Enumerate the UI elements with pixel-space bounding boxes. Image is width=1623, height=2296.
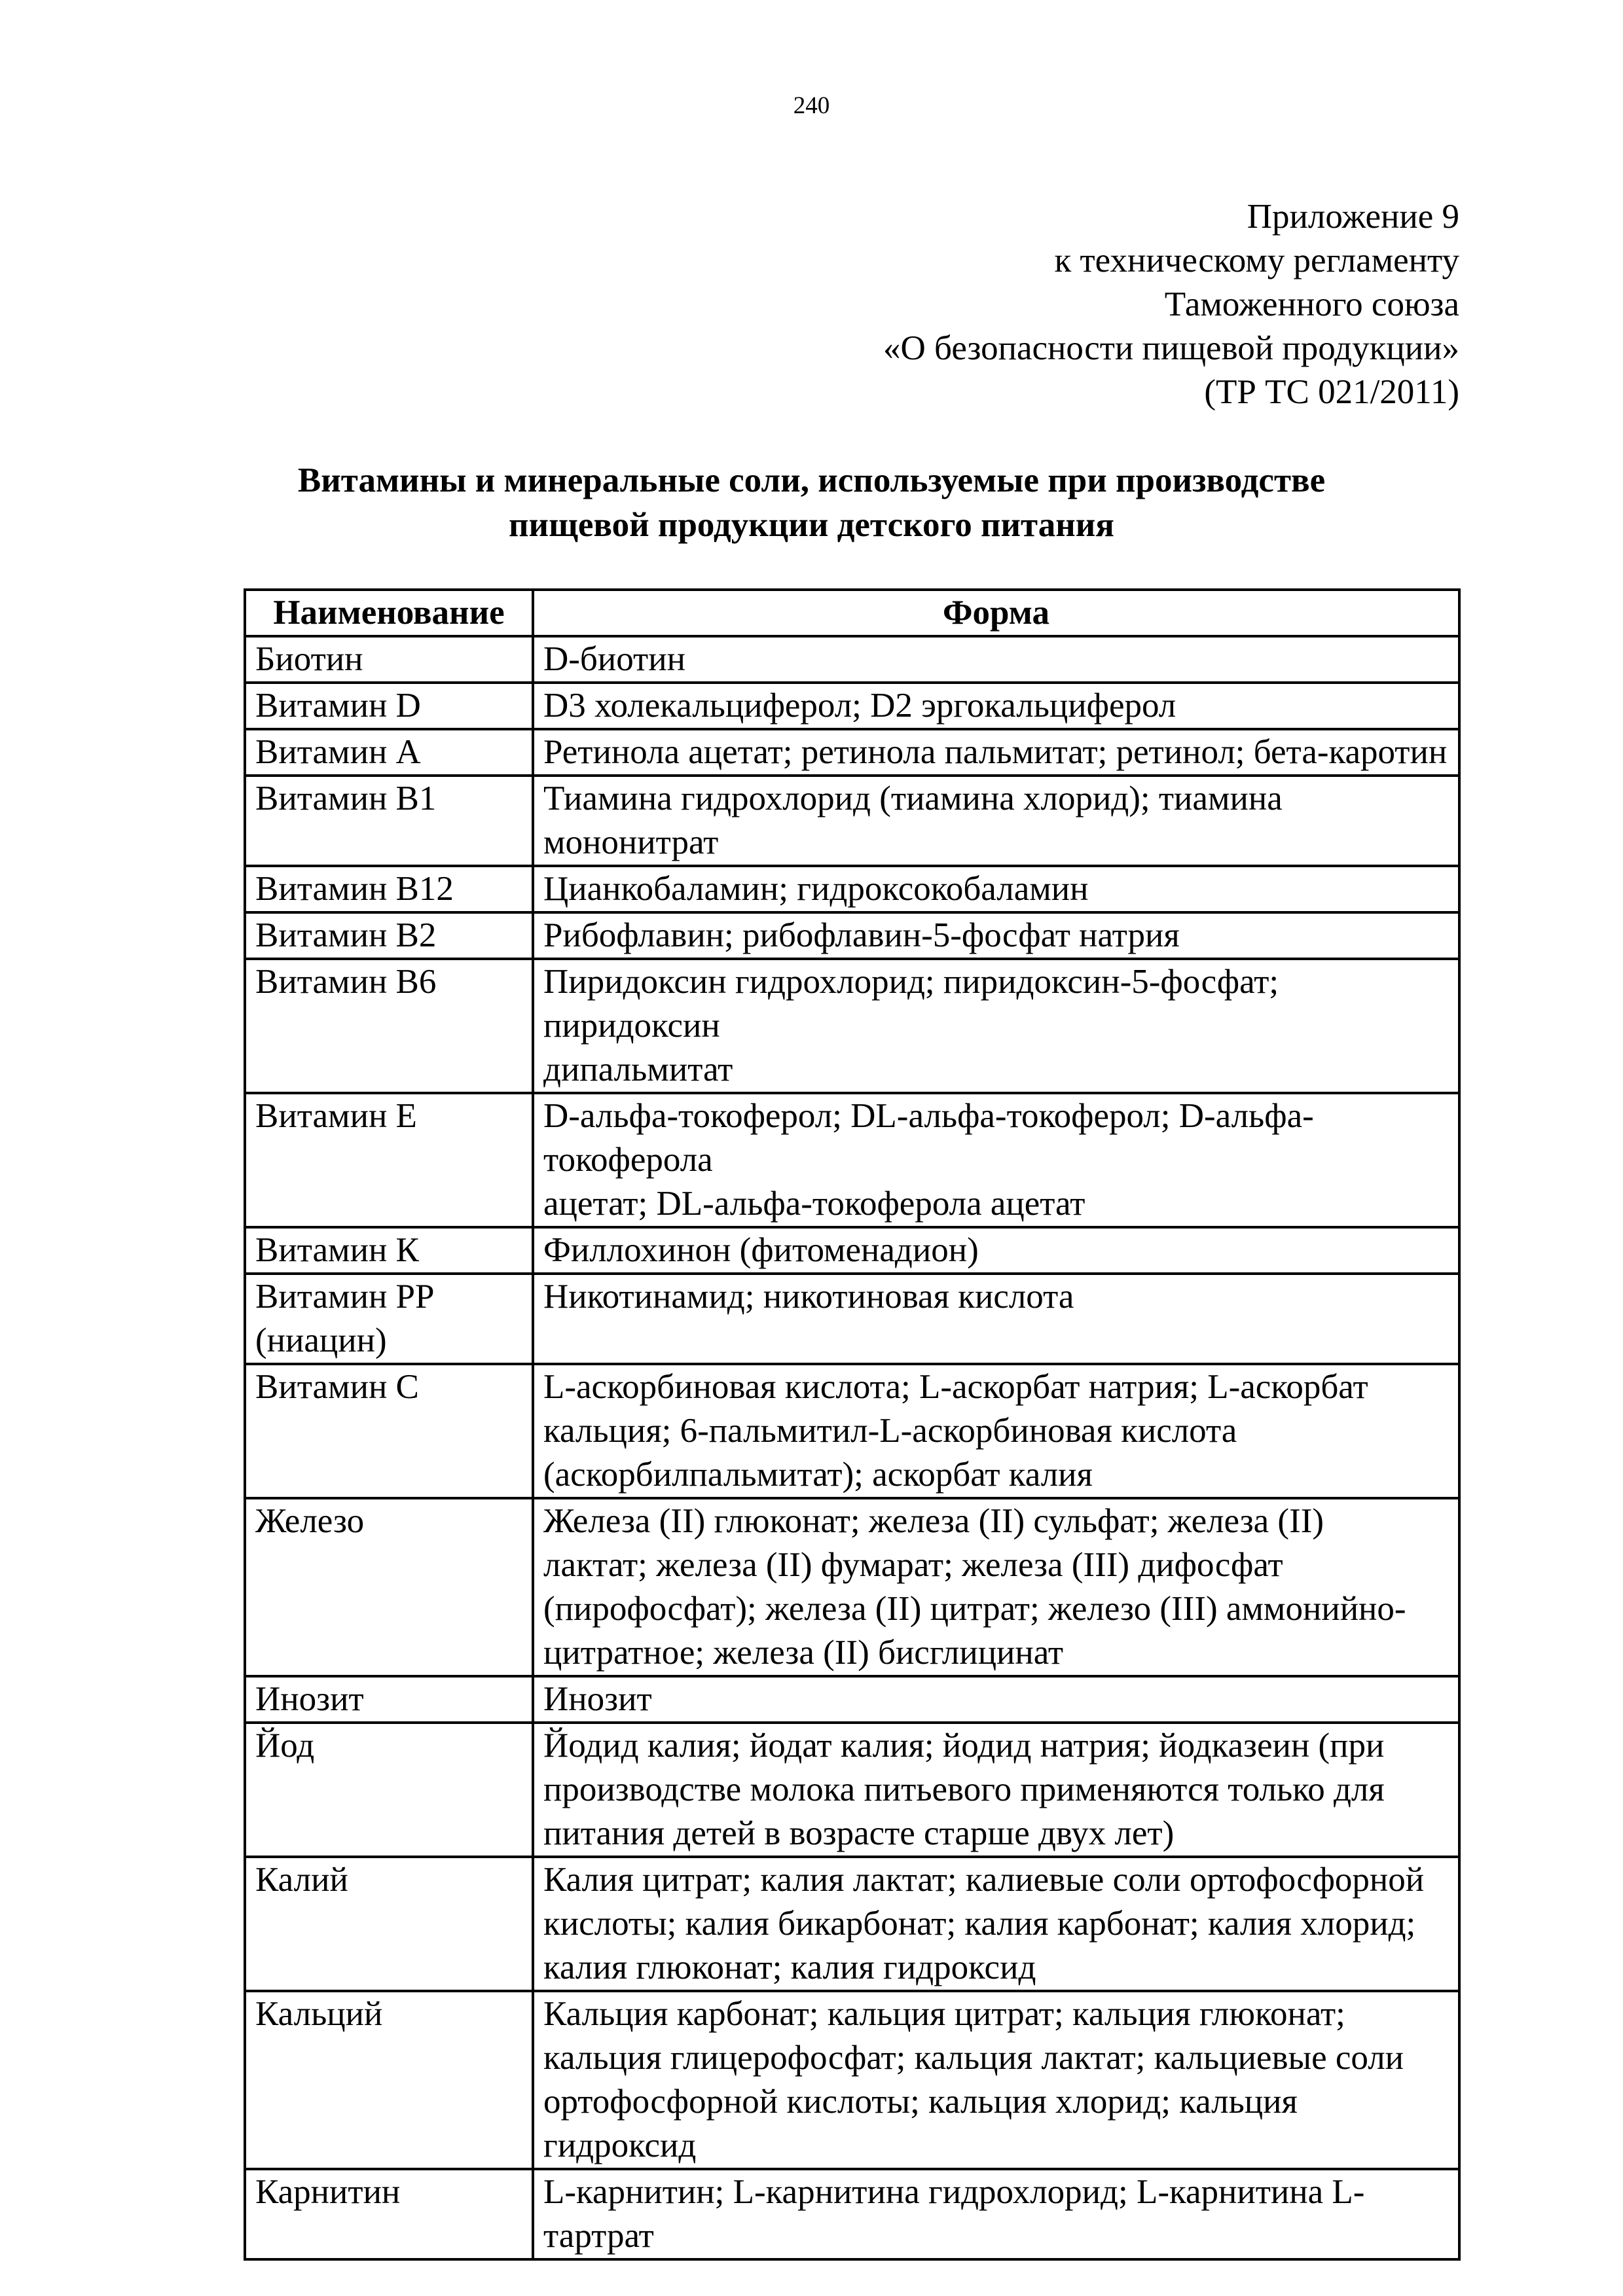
table-row: [245, 912, 1459, 959]
cell-line: Инозит: [543, 1680, 652, 1718]
vitamins-table: [244, 588, 1461, 2261]
cell-name: [245, 1274, 533, 1364]
cell-name: [245, 1498, 533, 1676]
cell-line: D-биотин: [543, 640, 685, 678]
cell-form: [533, 866, 1459, 912]
cell-name: [245, 683, 533, 729]
title-line: Витамины и минеральные соли, используемые при производстве: [297, 461, 1326, 499]
table-body: [245, 636, 1459, 2259]
appendix-line: (ТР ТС 021/2011): [1204, 373, 1459, 411]
cell-line: D3 холекальциферол; D2 эргокальциферол: [543, 687, 1176, 725]
cell-line: Витамин PP: [255, 1278, 435, 1316]
table-row: [245, 1498, 1459, 1676]
cell-form: [533, 1093, 1459, 1227]
cell-line: Йод: [255, 1727, 315, 1765]
table-row: [245, 729, 1459, 776]
cell-line: Кальция карбонат; кальция цитрат; кальция глюконат;: [543, 1995, 1345, 2033]
cell-line: Витамин B6: [255, 963, 437, 1001]
table-row: [245, 1991, 1459, 2169]
table-row: [245, 1364, 1459, 1498]
cell-line: Йодид калия; йодат калия; йодид натрия; йодказеин (при: [543, 1727, 1385, 1765]
page-number: 240: [793, 92, 830, 119]
cell-form: [533, 683, 1459, 729]
cell-form: [533, 1364, 1459, 1498]
cell-line: L-карнитин; L-карнитина гидрохлорид; L-карнитина L-тартрат: [543, 2173, 1365, 2255]
cell-line: Карнитин: [255, 2173, 401, 2211]
cell-line: ацетат; DL-альфа-токоферола ацетат: [543, 1185, 1085, 1223]
cell-line: Витамин C: [255, 1368, 419, 1406]
table-row: [245, 1227, 1459, 1274]
cell-line: Филлохинон (фитоменадион): [543, 1231, 979, 1269]
cell-line: кальция; 6-пальмитил-L-аскорбиновая кислота: [543, 1412, 1237, 1450]
header-name: Наименование: [245, 590, 533, 636]
cell-line: Витамин A: [255, 733, 421, 771]
table-row: [245, 1857, 1459, 1991]
cell-line: Кальций: [255, 1995, 383, 2033]
cell-line: Никотинамид; никотиновая кислота: [543, 1278, 1074, 1316]
cell-line: лактат; железа (II) фумарат; железа (III) дифосфат: [543, 1546, 1283, 1584]
table-header-row: [245, 590, 1459, 636]
cell-line: цитратное; железа (II) бисглицинат: [543, 1634, 1064, 1672]
title-line: пищевой продукции детского питания: [509, 506, 1114, 544]
appendix-line: «О безопасности пищевой продукции»: [883, 329, 1459, 367]
cell-name: [245, 729, 533, 776]
header-form: Форма: [533, 590, 1459, 636]
cell-name: [245, 866, 533, 912]
cell-line: кислоты; калия бикарбонат; калия карбонат; калия хлорид;: [543, 1905, 1416, 1943]
cell-name: [245, 1857, 533, 1991]
cell-form: [533, 1498, 1459, 1676]
cell-form: [533, 1676, 1459, 1723]
cell-form: [533, 912, 1459, 959]
cell-form: [533, 1857, 1459, 1991]
cell-form: [533, 1227, 1459, 1274]
document-title: [131, 458, 1492, 547]
cell-name: [245, 1676, 533, 1723]
cell-name: [245, 776, 533, 866]
cell-line: D-альфа-токоферол; DL-альфа-токоферол; D-альфа-токоферола: [543, 1097, 1314, 1179]
cell-form: [533, 636, 1459, 683]
cell-line: Цианкобаламин; гидроксокобаламин: [543, 870, 1089, 908]
table-row: [245, 1093, 1459, 1227]
cell-form: [533, 729, 1459, 776]
table-row: [245, 776, 1459, 866]
table-row: [245, 866, 1459, 912]
table-row: [245, 683, 1459, 729]
cell-line: (аскорбилпальмитат); аскорбат калия: [543, 1456, 1093, 1494]
cell-form: [533, 2169, 1459, 2259]
cell-line: Тиамина гидрохлорид (тиамина хлорид); тиамина мононитрат: [543, 780, 1283, 861]
cell-line: (ниацин): [255, 1321, 387, 1359]
cell-line: Витамин D: [255, 687, 421, 725]
cell-line: Железа (II) глюконат; железа (II) сульфат; железа (II): [543, 1502, 1324, 1540]
cell-line: L-аскорбиновая кислота; L-аскорбат натрия; L-аскорбат: [543, 1368, 1368, 1406]
table-row: [245, 1274, 1459, 1364]
cell-line: Витамин B2: [255, 916, 437, 954]
cell-line: Витамин E: [255, 1097, 417, 1135]
cell-name: [245, 912, 533, 959]
table-row: [245, 2169, 1459, 2259]
cell-name: [245, 1227, 533, 1274]
cell-form: [533, 1274, 1459, 1364]
cell-form: [533, 1723, 1459, 1857]
cell-line: калия глюконат; калия гидроксид: [543, 1948, 1036, 1986]
cell-line: дипальмитат: [543, 1050, 733, 1088]
table-row: [245, 636, 1459, 683]
cell-form: [533, 776, 1459, 866]
cell-name: [245, 1364, 533, 1498]
cell-name: [245, 1991, 533, 2169]
cell-line: питания детей в возрасте старше двух лет): [543, 1814, 1175, 1852]
cell-form: [533, 1991, 1459, 2169]
cell-line: Калий: [255, 1861, 348, 1899]
cell-name: [245, 2169, 533, 2259]
cell-name: [245, 1093, 533, 1227]
appendix-line: к техническому регламенту: [1054, 242, 1459, 279]
table-row: [245, 1723, 1459, 1857]
cell-name: [245, 636, 533, 683]
cell-line: ортофосфорной кислоты; кальция хлорид; кальция гидроксид: [543, 2083, 1298, 2164]
appendix-reference: [883, 195, 1459, 414]
cell-line: Витамин К: [255, 1231, 419, 1269]
table-row: [245, 959, 1459, 1093]
cell-line: Инозит: [255, 1680, 364, 1718]
cell-line: Витамин B1: [255, 780, 437, 817]
appendix-line: Приложение 9: [1247, 198, 1459, 236]
cell-line: (пирофосфат); железа (II) цитрат; железо (III) аммонийно-: [543, 1590, 1406, 1628]
cell-line: Витамин B12: [255, 870, 454, 908]
cell-name: [245, 959, 533, 1093]
cell-line: кальция глицерофосфат; кальция лактат; кальциевые соли: [543, 2039, 1404, 2077]
table-row: [245, 1676, 1459, 1723]
cell-line: Железо: [255, 1502, 365, 1540]
cell-line: Ретинола ацетат; ретинола пальмитат; ретинол; бета-каротин: [543, 733, 1448, 771]
appendix-line: Таможенного союза: [1164, 285, 1459, 323]
cell-line: производстве молока питьевого применяются только для: [543, 1770, 1385, 1808]
cell-name: [245, 1723, 533, 1857]
cell-line: Биотин: [255, 640, 363, 678]
cell-line: Пиридоксин гидрохлорид; пиридоксин-5-фосфат; пиридоксин: [543, 963, 1279, 1045]
cell-form: [533, 959, 1459, 1093]
cell-line: Рибофлавин; рибофлавин-5-фосфат натрия: [543, 916, 1180, 954]
cell-line: Калия цитрат; калия лактат; калиевые соли ортофосфорной: [543, 1861, 1425, 1899]
